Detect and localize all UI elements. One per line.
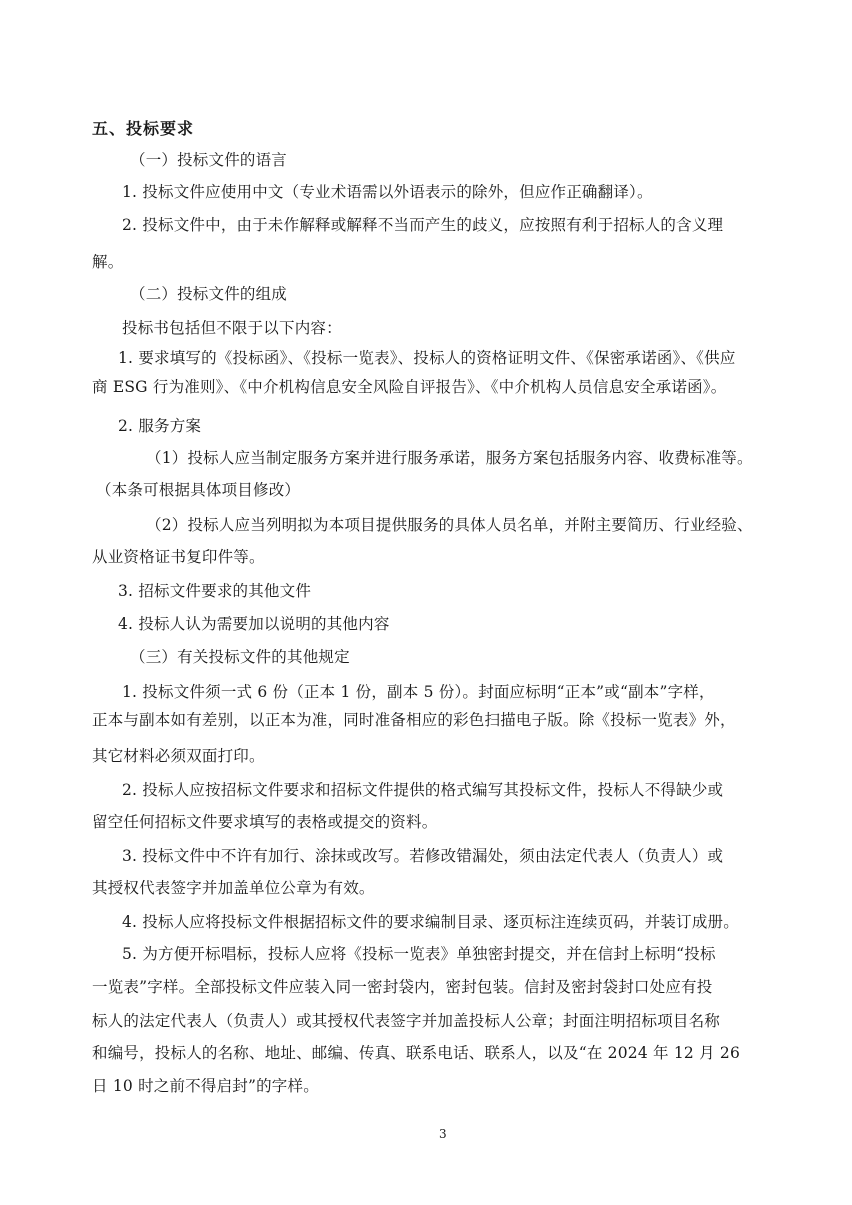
- paragraph-line: 3. 招标文件要求的其他文件: [118, 582, 312, 600]
- paragraph-line: 其它材料必须双面打印。: [92, 747, 265, 765]
- paragraph-line: （1）投标人应当制定服务方案并进行服务承诺，服务方案包括服务内容、收费标准等。: [146, 449, 753, 467]
- paragraph-line: （2）投标人应当列明拟为本项目提供服务的具体人员名单，并附主要简历、行业经验、: [146, 516, 753, 534]
- subsection-heading-other-rules: （三）有关投标文件的其他规定: [130, 648, 350, 666]
- section-title: 五、投标要求: [92, 119, 195, 138]
- paragraph-line: 2. 投标人应按招标文件要求和招标文件提供的格式编写其投标文件，投标人不得缺少或: [122, 781, 724, 799]
- paragraph-line: 从业资格证书复印件等。: [92, 548, 265, 566]
- paragraph-line: 日 10 时之前不得启封”的字样。: [92, 1077, 319, 1095]
- paragraph-line: 3. 投标文件中不许有加行、涂抹或改写。若修改错漏处，须由法定代表人（负责人）或: [122, 847, 724, 865]
- paragraph-line: 1. 投标文件应使用中文（专业术语需以外语表示的除外，但应作正确翻译）。: [122, 183, 653, 201]
- paragraph-line: 投标书包括但不限于以下内容：: [122, 319, 342, 337]
- paragraph-line: 留空任何招标文件要求填写的表格或提交的资料。: [92, 813, 438, 831]
- paragraph-line: 其授权代表签字并加盖单位公章为有效。: [92, 879, 375, 897]
- paragraph-line: 2. 服务方案: [118, 417, 202, 435]
- paragraph-line: 正本与副本如有差别，以正本为准，同时准备相应的彩色扫描电子版。除《投标一览表》外，: [92, 711, 736, 729]
- paragraph-line: 4. 投标人认为需要加以说明的其他内容: [118, 615, 390, 633]
- paragraph-line: 标人的法定代表人（负责人）或其授权代表签字并加盖投标人公章；封面注明招标项目名称: [92, 1012, 721, 1030]
- paragraph-line: 商 ESG 行为准则》、《中介机构信息安全风险自评报告》、《中介机构人员信息安全承诺函》。: [92, 378, 727, 396]
- paragraph-line: 1. 要求填写的《投标函》、《投标一览表》、投标人的资格证明文件、《保密承诺函》、《供应: [118, 349, 736, 367]
- paragraph-line: 2. 投标文件中，由于未作解释或解释不当而产生的歧义，应按照有利于招标人的含义理: [122, 216, 724, 234]
- paragraph-line: 一览表”字样。全部投标文件应装入同一密封袋内，密封包装。信封及密封袋封口处应有投: [92, 978, 713, 996]
- paragraph-line: 解。: [92, 253, 124, 271]
- subsection-heading-language: （一）投标文件的语言: [130, 151, 288, 169]
- paragraph-line: 5. 为方便开标唱标，投标人应将《投标一览表》单独密封提交，并在信封上标明“投标: [122, 945, 716, 963]
- paragraph-line: 1. 投标文件须一式 6 份（正本 1 份，副本 5 份）。封面应标明“正本”或“副本”字样，: [122, 683, 715, 701]
- paragraph-line: 4. 投标人应将投标文件根据招标文件的要求编制目录、逐页标注连续页码，并装订成册。: [122, 913, 739, 931]
- paragraph-line: （本条可根据具体项目修改）: [96, 481, 301, 499]
- paragraph-line: 和编号，投标人的名称、地址、邮编、传真、联系电话、联系人，以及“在 2024 年 12 月 26: [92, 1044, 741, 1062]
- subsection-heading-composition: （二）投标文件的组成: [130, 285, 288, 303]
- page-number: 3: [439, 1127, 447, 1141]
